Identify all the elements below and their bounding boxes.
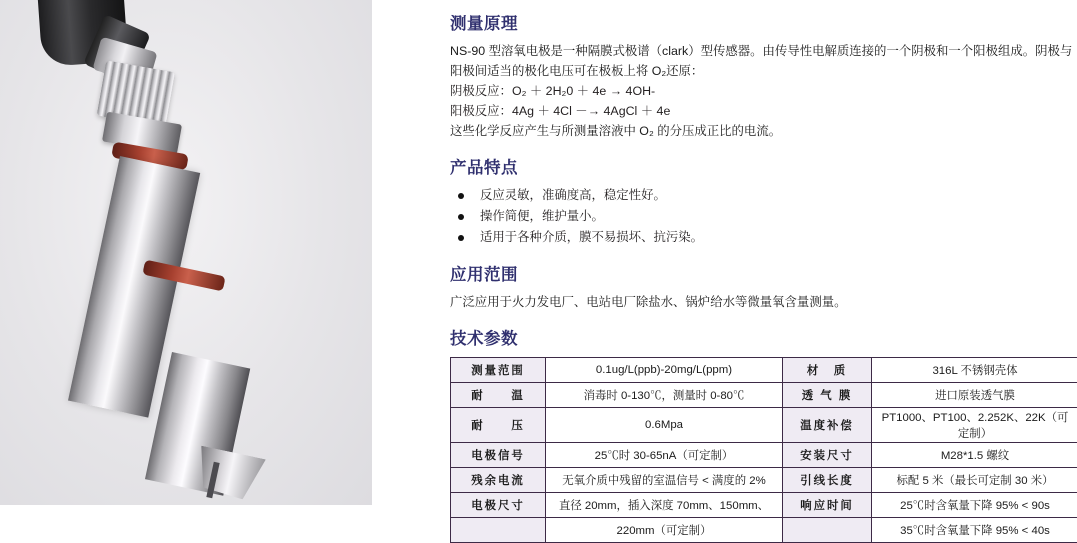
features-list xyxy=(450,185,1077,248)
section-application xyxy=(450,261,1077,312)
spec-value: 无氧介质中残留的室温信号 < 满度的 2% xyxy=(546,468,783,493)
spec-label: 安装尺寸 xyxy=(783,443,872,468)
section-features xyxy=(450,154,1077,248)
application-paragraph: 广泛应用于火力发电厂、电站电厂除盐水、锅炉给水等微量氧含量测量。 xyxy=(450,292,1077,312)
spec-value: 标配 5 米（最长可定制 30 米） xyxy=(872,468,1077,493)
spec-label: 电极尺寸 xyxy=(451,493,546,518)
spec-value: 25℃时 30-65nA（可定制） xyxy=(546,443,783,468)
list-item: 适用于各种介质，膜不易损坏、抗污染。 xyxy=(450,227,1077,248)
anode-reaction: 阳极反应：4Ag ＋ 4Cl －→ 4AgCl ＋ 4e xyxy=(450,101,1077,121)
spec-label xyxy=(783,518,872,543)
spec-label: 引线长度 xyxy=(783,468,872,493)
cathode-reaction: 阴极反应：O₂ ＋ 2H₂0 ＋ 4e → 4OH- xyxy=(450,81,1077,101)
spec-value: 35℃时含氧量下降 95% < 40s xyxy=(872,518,1077,543)
spec-label: 透 气 膜 xyxy=(783,383,872,408)
spec-value: 25℃时含氧量下降 95% < 90s xyxy=(872,493,1077,518)
section-principle xyxy=(450,10,1077,141)
spec-value: 直径 20mm，插入深度 70mm、150mm、 xyxy=(546,493,783,518)
principle-closing: 这些化学反应产生与所测量溶液中 O₂ 的分压成正比的电流。 xyxy=(450,121,1077,141)
table-row xyxy=(451,468,1077,493)
spec-value: 进口原装透气膜 xyxy=(872,383,1077,408)
spec-label xyxy=(451,518,546,543)
table-row xyxy=(451,493,1077,518)
table-row xyxy=(451,518,1077,543)
section-title-principle: 测量原理 xyxy=(450,10,1077,34)
table-row xyxy=(451,383,1077,408)
spec-value: 0.6Mpa xyxy=(546,408,783,443)
spec-value: PT1000、PT100、2.252K、22K（可定制） xyxy=(872,408,1077,443)
spec-label: 电极信号 xyxy=(451,443,546,468)
spec-label: 测量范围 xyxy=(451,358,546,383)
product-photo xyxy=(0,0,372,505)
list-item: 反应灵敏，准确度高，稳定性好。 xyxy=(450,185,1077,206)
section-specs xyxy=(450,325,1077,543)
spec-value: 消毒时 0-130℃，测量时 0-80℃ xyxy=(546,383,783,408)
spec-value: M28*1.5 螺纹 xyxy=(872,443,1077,468)
specs-table xyxy=(450,357,1077,543)
section-title-specs: 技术参数 xyxy=(450,325,1077,349)
spec-label: 材 质 xyxy=(783,358,872,383)
spec-label: 温度补偿 xyxy=(783,408,872,443)
spec-value: 0.1ug/L(ppb)-20mg/L(ppm) xyxy=(546,358,783,383)
spec-label: 耐 压 xyxy=(451,408,546,443)
spec-label: 响应时间 xyxy=(783,493,872,518)
table-row xyxy=(451,443,1077,468)
section-title-features: 产品特点 xyxy=(450,154,1077,178)
product-photo-column xyxy=(0,0,372,505)
section-title-application: 应用范围 xyxy=(450,261,1077,285)
content-column xyxy=(372,0,1077,505)
table-row xyxy=(451,358,1077,383)
spec-value: 316L 不锈钢壳体 xyxy=(872,358,1077,383)
spec-value: 220mm（可定制） xyxy=(546,518,783,543)
table-row xyxy=(451,408,1077,443)
spec-label: 残余电流 xyxy=(451,468,546,493)
principle-paragraph: NS-90 型溶氧电极是一种隔膜式极谱（clark）型传感器。由传导性电解质连接的一个阴极和一个阳极组成。阴极与阳极间适当的极化电压可在极板上将 O₂还原： xyxy=(450,41,1077,81)
list-item: 操作简便，维护量小。 xyxy=(450,206,1077,227)
spec-label: 耐 温 xyxy=(451,383,546,408)
